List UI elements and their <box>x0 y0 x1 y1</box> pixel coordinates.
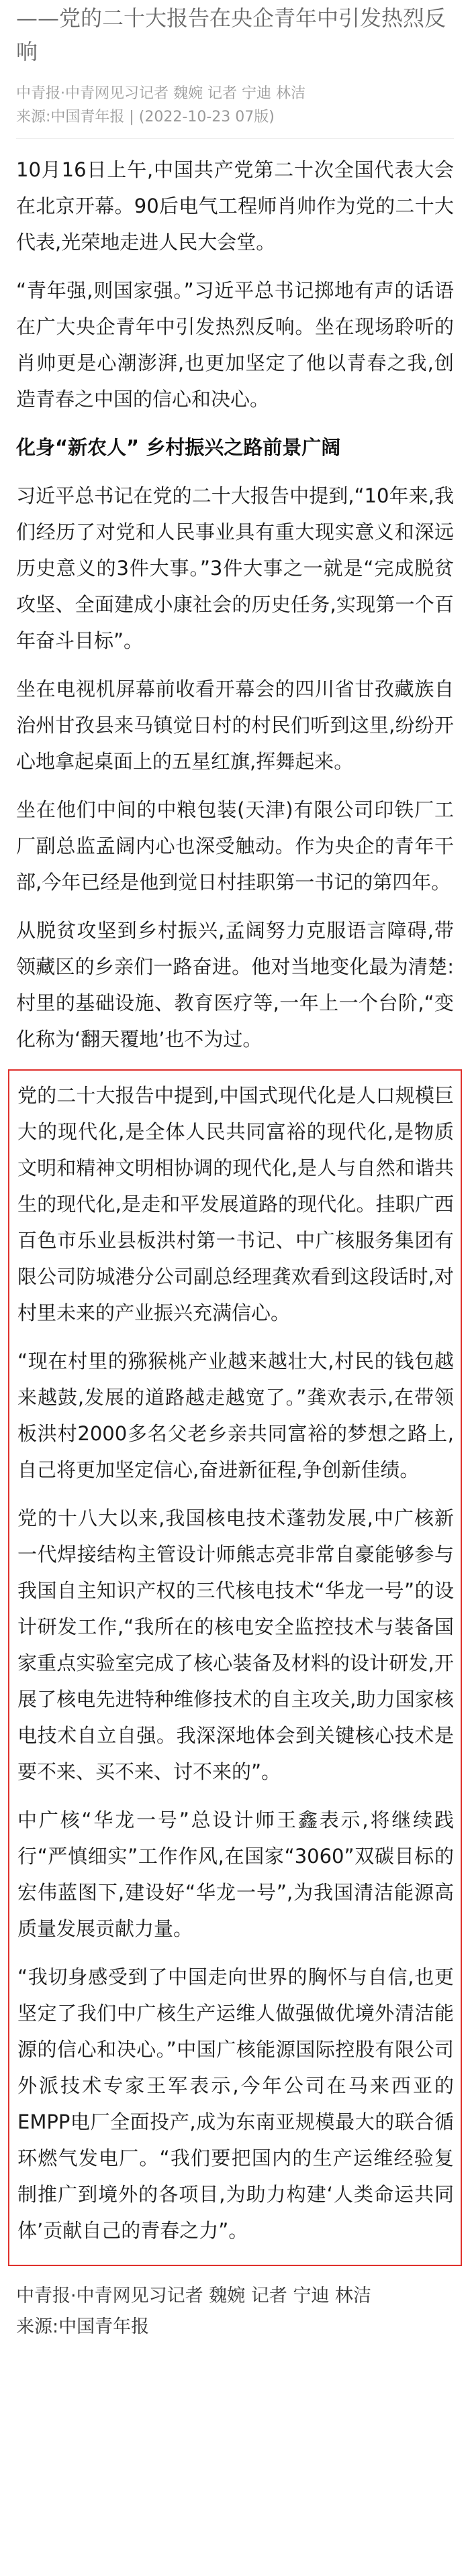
footer-byline: 中青报·中青网见习记者 魏婉 记者 宁迪 林洁 <box>16 2286 371 2306</box>
paragraph: 习近平总书记在党的二十大报告中提到,“10年来,我们经历了对党和人民事业具有重大现实意义和深远历史意义的3件大事。”3件大事之一就是“完成脱贫攻坚、全面建成小康社会的历史任务,实现第一个百年奋斗目标”。 <box>16 484 454 652</box>
article-meta <box>16 82 453 129</box>
paragraph: 党的十八大以来,我国核电技术蓬勃发展,中广核新一代焊接结构主管设计师熊志亮非常自豪能够参与我国自主知识产权的三代核电技术“华龙一号”的设计研发工作,“我所在的核电安全监控技术与装备国家重点实验室完成了核心装备及材料的设计研发,开展了核电先进特种维修技术的自主攻关,助力国家核电技术自立自强。我深深地体会到关键核心技术是要不来、买不来、讨不来的”。 <box>17 1507 454 1783</box>
paragraph: 党的二十大报告中提到,中国式现代化是人口规模巨大的现代化,是全体人民共同富裕的现代化,是物质文明和精神文明相协调的现代化,是人与自然和谐共生的现代化,是走和平发展道路的现代化。挂职广西百色市乐业县板洪村第一书记、中广核服务集团有限公司防城港分公司副总经理龚欢看到这段话时,对村里未来的产业振兴充满信心。 <box>17 1084 454 1324</box>
paragraph: “我切身感受到了中国走向世界的胸怀与自信,也更坚定了我们中广核生产运维人做强做优境外清洁能源的信心和决心。”中国广核能源国际控股有限公司外派技术专家王军表示,今年公司在马来西亚的EMPP电厂全面投产,成为东南亚规模最大的联合循环燃气发电厂。“我们要把国内的生产运维经验复制推广到境外的各项目,为助力构建‘人类命运共同体’贡献自己的青春之力”。 <box>17 1966 454 2242</box>
footer-source: 来源:中国青年报 <box>16 2316 150 2337</box>
paragraph: 从脱贫攻坚到乡村振兴,孟阔努力克服语言障碍,带领藏区的乡亲们一路奋进。他对当地变化最为清楚:村里的基础设施、教育医疗等,一年上一个台阶,“变化称为‘翻天覆地’也不为过。 <box>16 919 454 1051</box>
paragraph: 坐在他们中间的中粮包装(天津)有限公司印铁厂工厂副总监孟阔内心也深受触动。作为央企的青年干部,今年已经是他到觉日村挂职第一书记的第四年。 <box>16 798 454 894</box>
paragraph: 10月16日上午,中国共产党第二十次全国代表大会在北京开幕。90后电气工程师肖帅作为党的二十大代表,光荣地走进人民大会堂。 <box>16 158 454 254</box>
divider <box>16 138 454 139</box>
paragraph: “现在村里的猕猴桃产业越来越壮大,村民的钱包越来越鼓,发展的道路越走越宽了。”龚欢表示,在带领板洪村2000多名父老乡亲共同富裕的梦想之路上,自己将更加坚定信心,奋进新征程,争创新佳绩。 <box>17 1350 454 1481</box>
source-line: 来源:中国青年报 | (2022-10-23 07版) <box>16 109 275 125</box>
byline: 中青报·中青网见习记者 魏婉 记者 宁迪 林洁 <box>16 85 306 102</box>
article-body <box>16 152 454 2343</box>
article-footer <box>16 2281 454 2343</box>
highlighted-section <box>8 1069 462 2266</box>
paragraph: 坐在电视机屏幕前收看开幕会的四川省甘孜藏族自治州甘孜县来马镇觉日村的村民们听到这里,纷纷开心地拿起桌面上的五星红旗,挥舞起来。 <box>16 678 454 773</box>
paragraph: “青年强,则国家强。”习近平总书记掷地有声的话语在广大央企青年中引发热烈反响。坐在现场聆听的肖帅更是心潮澎湃,也更加坚定了他以青春之我,创造青春之中国的信心和决心。 <box>16 279 454 411</box>
paragraph: 中广核“华龙一号”总设计师王鑫表示,将继续践行“严慎细实”工作作风,在国家“3060”双碳目标的宏伟蓝图下,建设好“华龙一号”,为我国清洁能源高质量发展贡献力量。 <box>17 1809 454 1940</box>
section-subheading: 化身“新农人” 乡村振兴之路前景广阔 <box>16 436 341 459</box>
article-headline: ——党的二十大报告在央企青年中引发热烈反响 <box>16 5 446 64</box>
